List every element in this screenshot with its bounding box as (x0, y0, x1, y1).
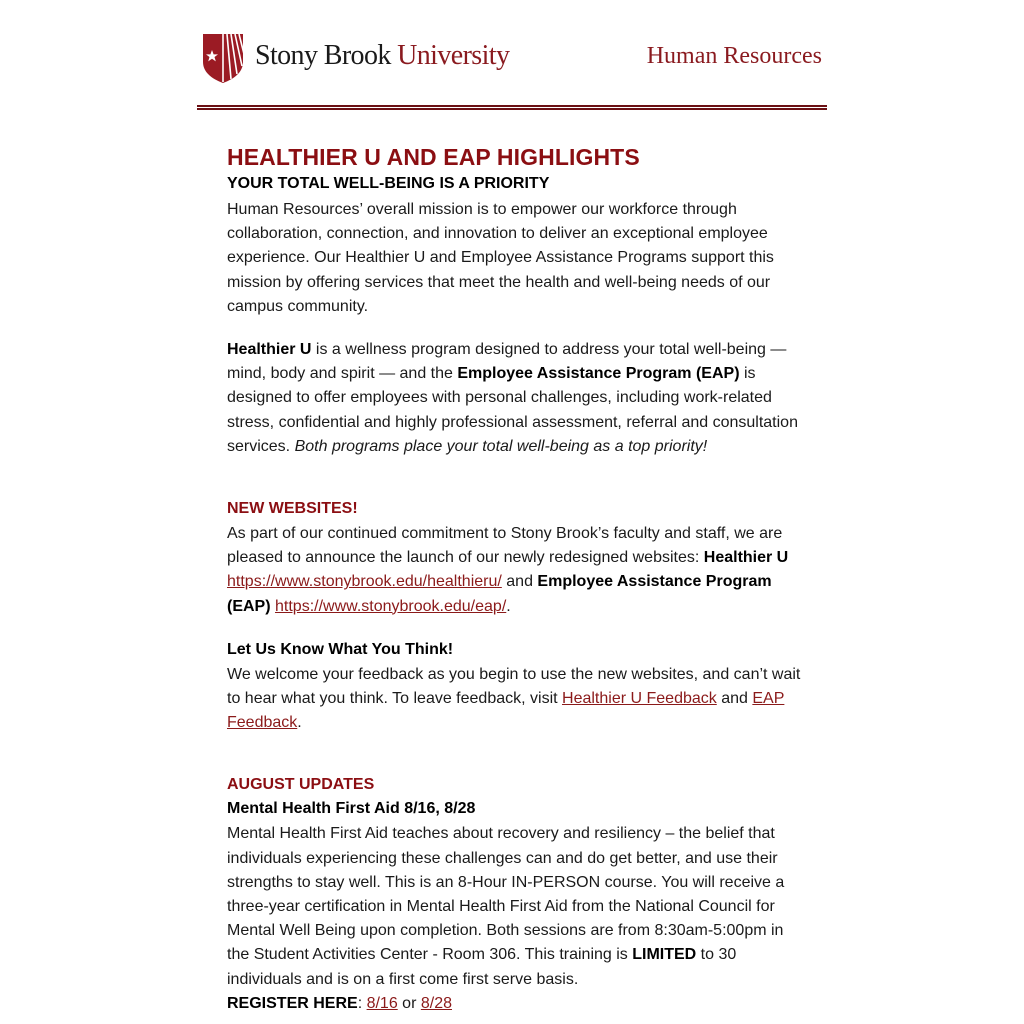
programs-text-1: is a wellness program designed to address your total well-being — mind, body and spirit — and the (227, 341, 787, 383)
mhfa-text-2: to 30 individuals and is on a first come first serve basis. (227, 946, 737, 988)
healthier-u-feedback-link[interactable]: Healthier U Feedback (562, 690, 717, 708)
header-divider (197, 105, 827, 110)
programs-paragraph (227, 338, 807, 459)
eap-website-link[interactable]: https://www.stonybrook.edu/eap/ (275, 597, 507, 615)
mhfa-paragraph (227, 822, 807, 991)
register-line (227, 992, 807, 1016)
feedback-text-1: We welcome your feedback as you begin to use the new websites, and can’t wait to hear what you think. To leave feedback, visit (227, 665, 801, 708)
email-header (197, 28, 827, 88)
section-heading-new-websites: NEW WEBSITES! (227, 500, 358, 518)
eap-bold: Employee Assistance Program (EAP) (227, 573, 772, 615)
page-subtitle: YOUR TOTAL WELL-BEING IS A PRIORITY (227, 175, 550, 192)
register-8-28-link[interactable]: 8/28 (420, 994, 452, 1012)
or-text: or (397, 994, 421, 1012)
new-websites-text-2: and (501, 573, 538, 591)
period-text: . (506, 597, 511, 615)
page-title: HEALTHIER U AND EAP HIGHLIGHTS (227, 144, 640, 170)
newsletter-body (227, 143, 807, 1016)
mission-paragraph: Human Resources’ overall mission is to empower our workforce through collaboration, connection, and innovation to deliver an exceptional employee experience. Our Healthier U and Employee Assistance Programs support this mission by offering services that meet the health and well-being needs of our campus community. (227, 201, 774, 315)
wordmark-university: University (397, 40, 510, 71)
feedback-text-2: and (716, 690, 753, 708)
eap-feedback-link[interactable]: EAP Feedback (227, 690, 785, 732)
register-label: REGISTER HERE (227, 994, 358, 1012)
wordmark-stony-brook: Stony Brook (255, 40, 398, 71)
section-heading-august-updates: AUGUST UPDATES (227, 776, 375, 794)
stony-brook-logo[interactable] (201, 32, 510, 84)
department-name: Human Resources (646, 43, 822, 69)
feedback-heading: Let Us Know What You Think! (227, 640, 454, 658)
new-websites-paragraph (227, 522, 807, 619)
healthier-u-bold: Healthier U (227, 341, 312, 359)
limited-bold: LIMITED (632, 946, 697, 964)
register-sep: : (357, 994, 367, 1012)
mhfa-heading: Mental Health First Aid 8/16, 8/28 (227, 800, 476, 818)
feedback-paragraph (227, 663, 807, 736)
programs-text-2: is designed to offer employees with personal challenges, including work-related stress, confidential and highly professional assessment, referral and consultation services. (227, 365, 798, 455)
period-text: . (297, 714, 302, 732)
shield-logo-icon (201, 32, 245, 84)
university-wordmark (255, 42, 509, 70)
healthier-u-bold: Healthier U (703, 549, 789, 567)
register-8-16-link[interactable]: 8/16 (366, 994, 398, 1012)
eap-bold: Employee Assistance Program (EAP) (457, 365, 740, 383)
programs-italic: Both programs place your total well-being as a top priority! (294, 437, 708, 455)
healthieru-website-link[interactable]: https://www.stonybrook.edu/healthieru/ (227, 573, 502, 591)
mhfa-text-1: Mental Health First Aid teaches about recovery and resiliency – the belief that individuals experiencing these challenges can and do get better, and use their strengths to stay well. This is an 8-Hour IN-PERSON course. You will receive a three-year certification in Mental Health First Aid from the National Council for Mental Well Being upon completion. Both sessions are from 8:30am-5:00pm in the Student Activities Center - Room 306. This training is (227, 825, 785, 964)
new-websites-text-1: As part of our continued commitment to Stony Brook’s faculty and staff, we are pleased to announce the launch of our newly redesigned websites: (227, 525, 783, 567)
